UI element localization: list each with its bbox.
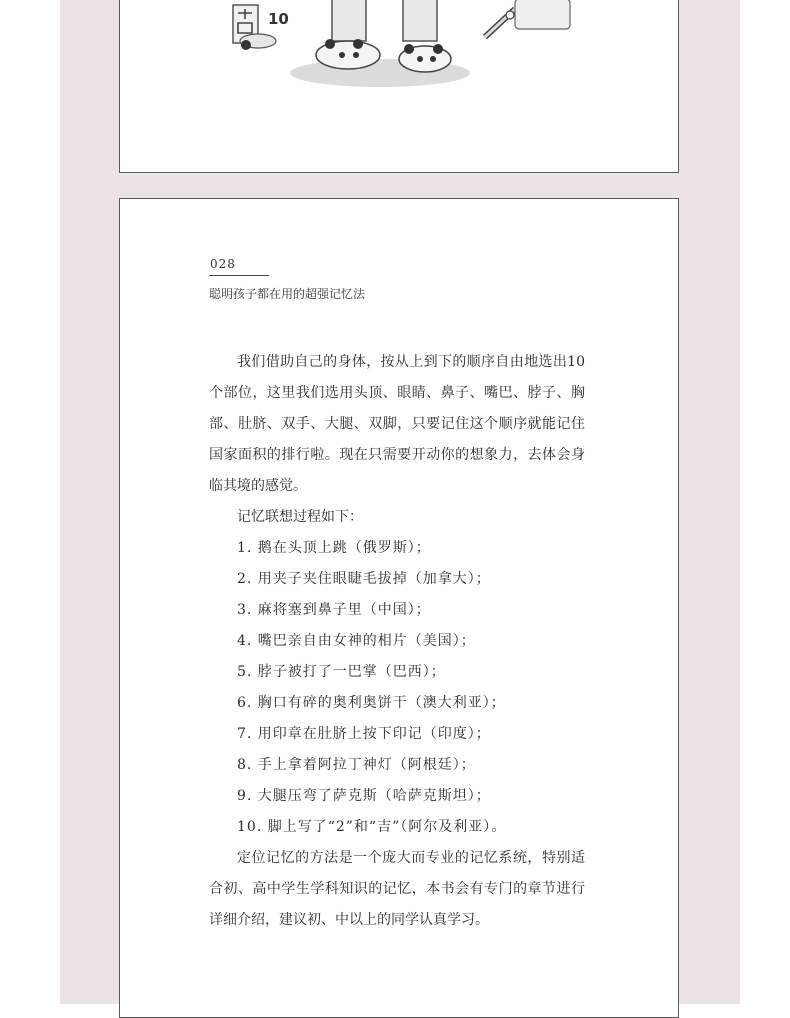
list-item: 2. 用夹子夹住眼睫毛拔掉（加拿大）； bbox=[237, 571, 491, 587]
list-item: 10. 脚上写了“2”和“吉”（阿尔及利亚）。 bbox=[237, 819, 507, 835]
process-heading: 记忆联想过程如下： bbox=[237, 509, 363, 525]
list-item: 6. 胸口有碎的奥利奥饼干（澳大利亚）； bbox=[237, 695, 506, 711]
list-item: 3. 麻将塞到鼻子里（中国）； bbox=[237, 602, 431, 618]
list-item: 8. 手上拿着阿拉丁神灯（阿根廷）； bbox=[237, 757, 476, 773]
list-item: 1. 鹅在头顶上跳（俄罗斯）； bbox=[237, 540, 431, 556]
list-item: 4. 嘴巴亲自由女神的相片（美国）； bbox=[237, 633, 476, 649]
body-text bbox=[209, 347, 585, 936]
closing-paragraph: 定位记忆的方法是一个庞大而专业的记忆系统，特别适合初、高中学生学科知识的记忆，本书会有专门的章节进行详细介绍，建议初、中以上的同学认真学习。 bbox=[209, 850, 585, 928]
page-number: 028 bbox=[210, 257, 236, 271]
association-list bbox=[209, 533, 585, 843]
intro-paragraph: 我们借助自己的身体，按从上到下的顺序自由地选出10个部位，这里我们选用头顶、眼睛、鼻子、嘴巴、脖子、胸部、肚脐、双手、大腿、双脚，只要记住这个顺序就能记住国家面积的排行啦。现在只需要开动你的想象力，去体会身临其境的感觉。 bbox=[209, 354, 585, 494]
list-item: 5. 脖子被打了一巴掌（巴西）； bbox=[237, 664, 446, 680]
list-item: 7. 用印章在肚脐上按下印记（印度）； bbox=[237, 726, 491, 742]
running-title: 聪明孩子都在用的超强记忆法 bbox=[209, 287, 366, 301]
header-rule bbox=[209, 275, 269, 276]
upper-page bbox=[119, 0, 679, 173]
list-item: 9. 大腿压弯了萨克斯（哈萨克斯坦）； bbox=[237, 788, 491, 804]
illustration-number: 10 bbox=[268, 10, 289, 28]
illustration bbox=[120, 0, 680, 174]
book-page bbox=[119, 198, 679, 1018]
